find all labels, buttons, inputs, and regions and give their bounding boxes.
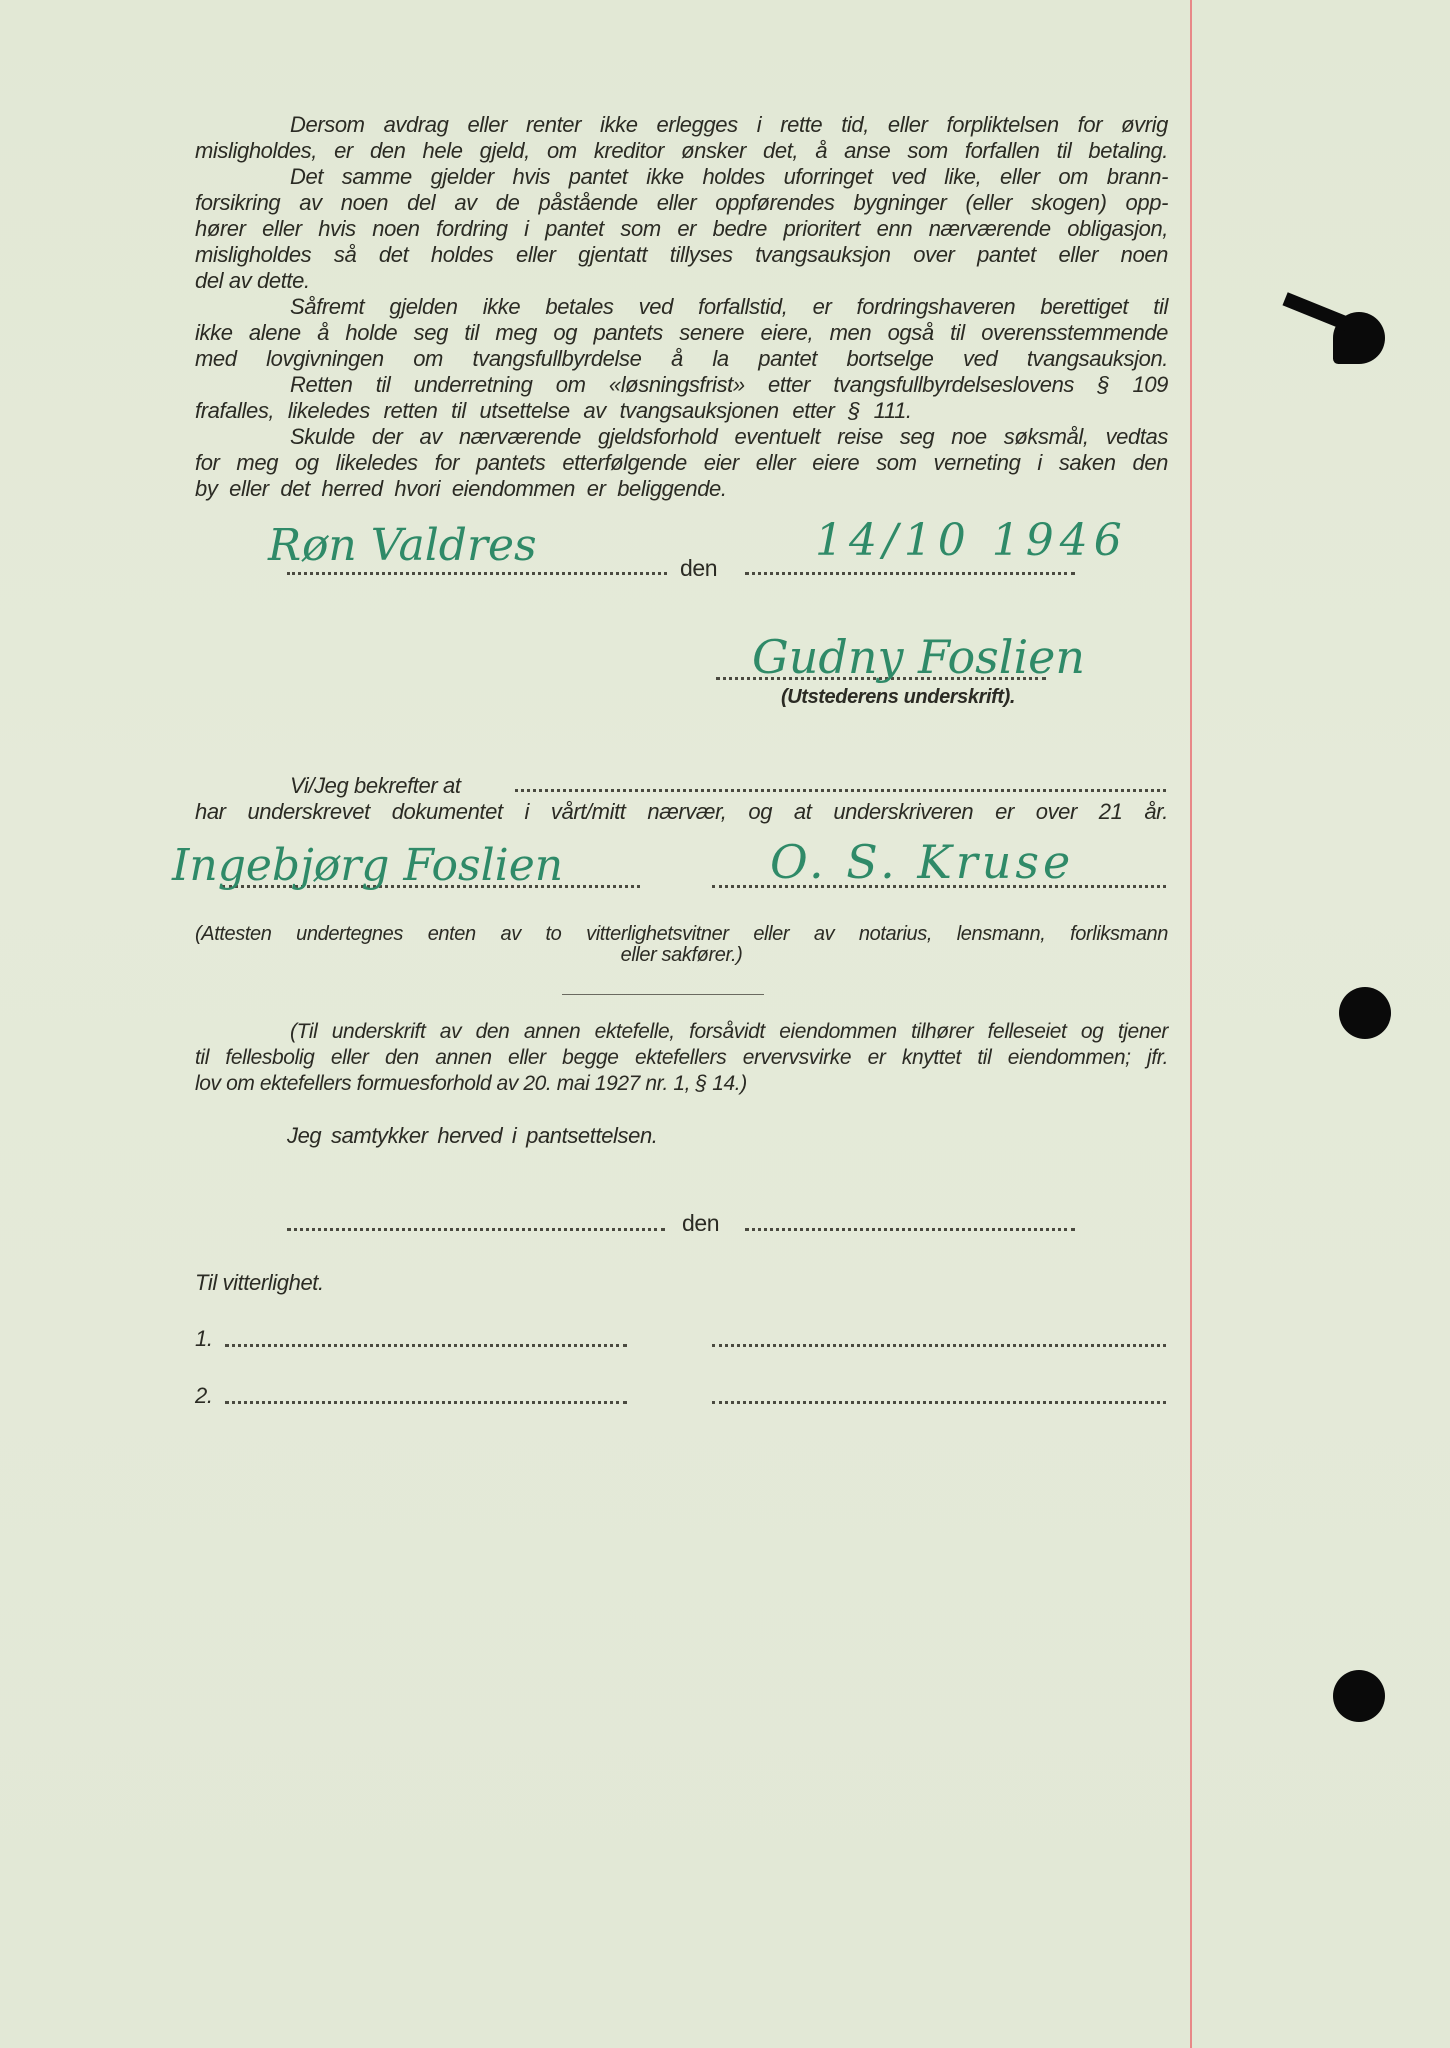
place-handwritten[interactable]: Røn Valdres	[268, 520, 537, 571]
text-line: by eller det herred hvori eiendommen er beliggende.	[195, 476, 727, 501]
text-line: misligholdes, er den hele gjeld, om kreditor ønsker det, å anse som forfallen til betaling.	[195, 138, 1168, 163]
spouse-note: (Til underskrift av den annen ektefelle, forsåvidt eiendommen tilhører felleseiet og tjener	[290, 1020, 1168, 1043]
witnesses-heading: Til vitterlighet.	[195, 1270, 324, 1295]
witness-1-address-line[interactable]	[712, 1344, 1166, 1347]
witness-number: 2.	[195, 1383, 213, 1408]
witness2-signature[interactable]: O. S. Kruse	[770, 835, 1075, 889]
punch-hole	[1333, 1670, 1385, 1722]
red-margin-line	[1190, 0, 1192, 2048]
text-line: Dersom avdrag eller renter ikke erlegges i rette tid, eller forpliktelsen for øvrig	[290, 112, 1168, 137]
text-line: ikke alene å holde seg til meg og pantets senere eiere, men også til overensstemmende	[195, 320, 1168, 345]
text-line: Såfremt gjelden ikke betales ved forfallstid, er fordringshaveren berettiget til	[290, 294, 1168, 319]
attest-intro: Vi/Jeg bekrefter at	[290, 773, 461, 798]
date-field-line	[745, 572, 1075, 575]
spouse-date-line[interactable]	[745, 1228, 1075, 1231]
den-label: den	[680, 555, 718, 581]
text-line: misligholdes så det holdes eller gjentatt tillyses tvangsauksjon over pantet eller noen	[195, 242, 1168, 267]
spouse-consent: Jeg samtykker herved i pantsettelsen.	[287, 1123, 658, 1148]
attest-note: (Attesten undertegnes enten av to vitterlighetsvitner eller av notarius, lensmann, forliksmann	[195, 923, 1168, 945]
issuer-caption: (Utstederens underskrift).	[781, 686, 1016, 708]
witness-number: 1.	[195, 1326, 213, 1351]
issuer-signature[interactable]: Gudny Foslien	[752, 630, 1086, 684]
witness-1-name-line[interactable]	[225, 1344, 627, 1347]
den-label: den	[682, 1210, 720, 1236]
date-handwritten[interactable]: 14/10 1946	[815, 515, 1128, 566]
witness-2-address-line[interactable]	[712, 1401, 1166, 1404]
witness-2-name-line[interactable]	[225, 1401, 627, 1404]
text-line: Retten til underretning om «løsningsfrist» etter tvangsfullbyrdelseslovens § 109	[290, 372, 1168, 397]
text-line: Skulde der av nærværende gjeldsforhold eventuelt reise seg noe søksmål, vedtas	[290, 424, 1168, 449]
attest-names-line	[515, 789, 1166, 792]
text-line: med lovgivningen om tvangsfullbyrdelse å la pantet bortselge ved tvangsauksjon.	[195, 346, 1168, 371]
tear-mark	[1282, 292, 1352, 331]
text-line: Det samme gjelder hvis pantet ikke holdes uforringet ved like, eller om brann-	[290, 164, 1168, 189]
text-line: frafalles, likeledes retten til utsettelse av tvangsauksjonen etter § 111.	[195, 398, 912, 423]
place-field-line	[287, 572, 667, 575]
attest-note: eller sakfører.)	[620, 944, 743, 966]
witness1-signature[interactable]: Ingebjørg Foslien	[172, 840, 564, 891]
divider	[562, 994, 764, 995]
text-line: for meg og likeledes for pantets etterfølgende eier eller eiere som verneting i saken den	[195, 450, 1168, 475]
text-line: forsikring av noen del av de påstående eller oppførendes bygninger (eller skogen) opp-	[195, 190, 1168, 215]
spouse-note: til fellesbolig eller den annen eller begge ektefellers ervervsvirke er knyttet til eiendommen; jfr.	[195, 1046, 1168, 1069]
spouse-note: lov om ektefellers formuesforhold av 20. mai 1927 nr. 1, § 14.)	[195, 1072, 747, 1095]
text-line: hører eller hvis noen fordring i pantet som er bedre prioritert enn nærværende obligasjon,	[195, 216, 1168, 241]
attest-statement: har underskrevet dokumentet i vårt/mitt nærvær, og at underskriveren er over 21 år.	[195, 799, 1168, 824]
punch-hole	[1339, 987, 1391, 1039]
text-line: del av dette.	[195, 268, 310, 293]
spouse-place-line[interactable]	[287, 1228, 665, 1231]
